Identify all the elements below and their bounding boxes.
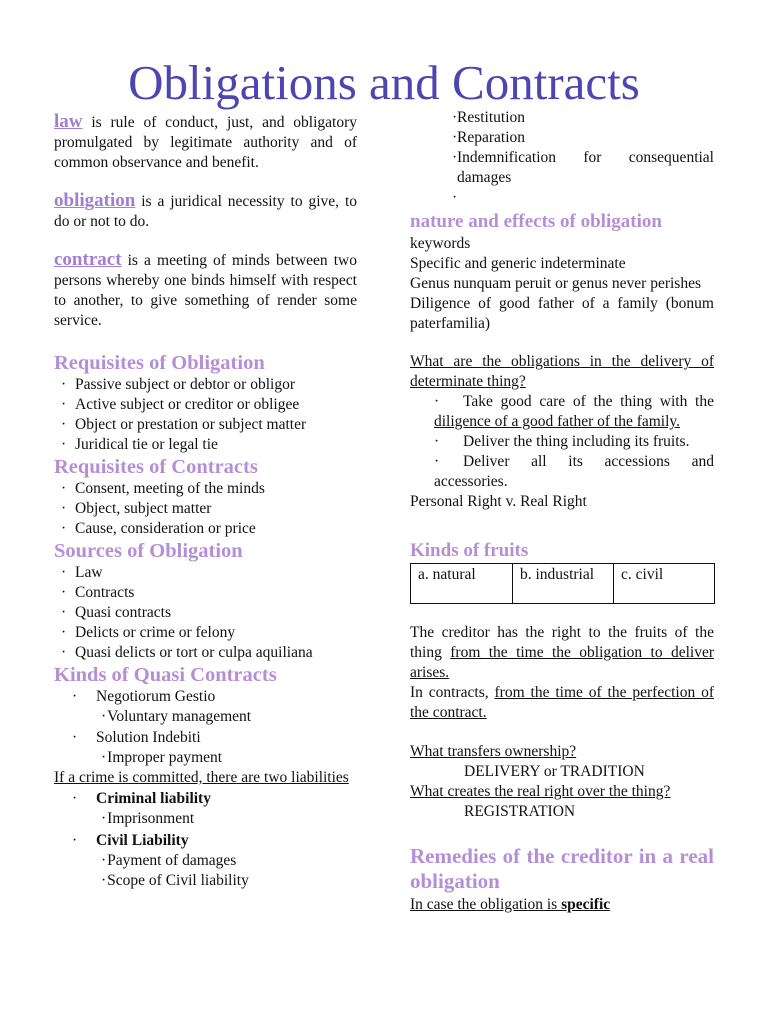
- contracts-text: In contracts,: [410, 684, 495, 701]
- definition-law: [54, 112, 357, 173]
- duty-text: Take good care of the thing with the: [463, 393, 714, 410]
- answer-real-right: REGISTRATION: [464, 803, 576, 820]
- requisites-obligation-list: [54, 375, 357, 455]
- list-item: · Law: [54, 563, 357, 583]
- quasi-contract-item: · Negotiorum Gestio: [72, 688, 216, 705]
- table-cell: b. industrial: [513, 564, 614, 604]
- definition-contract: [54, 250, 357, 331]
- keyword-specific-generic: Specific and generic indeterminate: [410, 255, 626, 272]
- creditor-text: The creditor has the right to the fruits of the thing: [410, 624, 714, 661]
- list-item: · Juridical tie or legal tie: [54, 435, 357, 455]
- list-item: · Deliver all its accessions and accessories.: [434, 453, 714, 490]
- quasi-contract-sub-label: Improper payment: [107, 749, 223, 766]
- fruits-table: [410, 563, 715, 604]
- keywords-label: keywords: [410, 235, 471, 252]
- liability-item: · Civil Liability: [72, 832, 189, 849]
- personal-real-right: Personal Right v. Real Right: [410, 493, 587, 510]
- crime-note: If a crime is committed, there are two liabilities: [54, 769, 349, 786]
- list-item: · Indemnification for consequential damages: [452, 148, 714, 188]
- list-item: · Delicts or crime or felony: [54, 623, 357, 643]
- list-item: · Quasi contracts: [54, 603, 357, 623]
- term-law: law: [54, 111, 83, 132]
- duty-text: Deliver all its accessions and accessories.: [434, 453, 714, 490]
- heading-sources-obligation: Sources of Obligation: [54, 540, 243, 562]
- keyword-diligence: Diligence of good father of a family (bonum paterfamilia): [410, 295, 714, 332]
- list-item: · Deliver the thing including its fruits.: [434, 433, 690, 450]
- list-item: · Passive subject or debtor or obligor: [54, 375, 357, 395]
- list-item: · Consent, meeting of the minds: [54, 479, 357, 499]
- quasi-contract-subitem: ·Improper payment: [101, 749, 223, 766]
- term-contract: contract: [54, 249, 122, 270]
- quasi-contract-item: · Solution Indebiti: [72, 729, 201, 746]
- list-item: · Object, subject matter: [54, 499, 357, 519]
- delivery-duties-list: [434, 392, 714, 492]
- creditor-fruits-text: [410, 623, 714, 683]
- left-column: [54, 112, 357, 891]
- table-cell: a. natural: [411, 564, 513, 604]
- liability-sub-label: Payment of damages: [107, 852, 237, 869]
- liability-sub-label: Imprisonment: [107, 810, 195, 827]
- heading-remedies: Remedies of the creditor in a real obligation: [410, 844, 714, 893]
- case-obligation-text: [410, 895, 714, 915]
- definition-text: is a meeting of minds between two persons whereby one binds himself with respect to another, to give something of render some service.: [54, 252, 357, 329]
- list-item: · Object or prestation or subject matter: [54, 415, 357, 435]
- term-obligation: obligation: [54, 190, 136, 211]
- liability-sub-label: Scope of Civil liability: [107, 872, 249, 889]
- list-item: [452, 188, 714, 208]
- liability-subitem: ·Scope of Civil liability: [101, 872, 249, 889]
- civil-liability-label: Civil Liability: [96, 832, 189, 849]
- sources-obligation-list: [54, 563, 357, 663]
- case-text-bold: specific: [561, 896, 611, 913]
- table-row: [411, 564, 715, 604]
- requisites-contracts-list: [54, 479, 357, 539]
- damages-list: [410, 108, 714, 208]
- creditor-text-underlined: from the time the obligation to deliver arises.: [410, 644, 714, 681]
- table-cell: c. civil: [614, 564, 715, 604]
- contracts-fruits-text: [410, 683, 714, 723]
- definition-text: is rule of conduct, just, and obligatory promulgated by legitimate authority and of common observance and benefit.: [54, 114, 357, 171]
- contracts-text-underlined: from the time of the perfection of the contract.: [410, 684, 714, 721]
- list-item: · Contracts: [54, 583, 357, 603]
- question-real-right: What creates the real right over the thing?: [410, 783, 671, 800]
- right-column: [410, 108, 714, 915]
- definition-obligation: [54, 191, 357, 232]
- liability-item: · Criminal liability: [72, 790, 211, 807]
- page-title: Obligations and Contracts: [128, 55, 640, 110]
- definition-text: is a juridical necessity to give, to do or not to do.: [54, 193, 357, 230]
- liability-subitem: ·Imprisonment: [101, 810, 195, 827]
- duty-text: Deliver the thing including its fruits.: [463, 433, 690, 450]
- quasi-contract-sub-label: Voluntary management: [107, 708, 252, 725]
- list-item: · Active subject or creditor or obligee: [54, 395, 357, 415]
- quasi-contract-subitem: ·Voluntary management: [101, 708, 252, 725]
- list-item: · Restitution: [452, 108, 714, 128]
- answer-ownership: DELIVERY or TRADITION: [464, 763, 645, 780]
- heading-kinds-quasi-contracts: Kinds of Quasi Contracts: [54, 664, 277, 686]
- heading-nature-effects: nature and effects of obligation: [410, 211, 662, 232]
- quasi-contract-label: Solution Indebiti: [96, 729, 201, 746]
- quasi-contract-label: Negotiorum Gestio: [96, 688, 216, 705]
- heading-requisites-contracts: Requisites of Contracts: [54, 456, 258, 478]
- case-text: In case the obligation is: [410, 896, 562, 913]
- liability-subitem: ·Payment of damages: [101, 852, 237, 869]
- list-item: · Reparation: [452, 128, 714, 148]
- question-determinate-thing: What are the obligations in the delivery of determinate thing?: [410, 353, 714, 390]
- duty-text-underlined: diligence of a good father of the family.: [434, 413, 681, 430]
- heading-kinds-fruits: Kinds of fruits: [410, 540, 529, 561]
- list-item: · Take good care of the thing with the diligence of a good father of the family.: [434, 393, 714, 430]
- list-item: · Cause, consideration or price: [54, 519, 357, 539]
- keyword-genus: Genus nunquam peruit or genus never perishes: [410, 275, 701, 292]
- criminal-liability-label: Criminal liability: [96, 790, 211, 807]
- heading-requisites-obligation: Requisites of Obligation: [54, 352, 265, 374]
- list-item: · Quasi delicts or tort or culpa aquiliana: [54, 643, 357, 663]
- question-ownership: What transfers ownership?: [410, 743, 577, 760]
